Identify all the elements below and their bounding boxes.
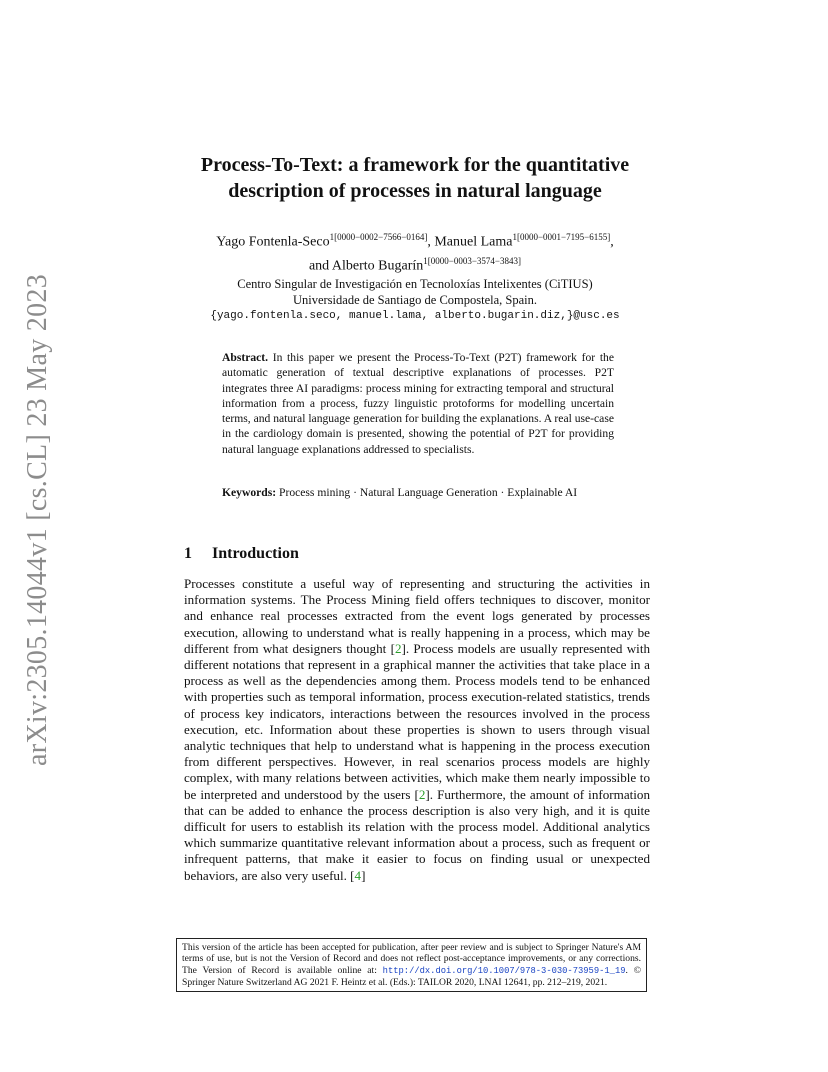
keywords-text: Process mining · Natural Language Generation · Explainable AI (279, 486, 578, 499)
doi-link[interactable]: http://dx.doi.org/10.1007/978-3-030-73959-1_19 (382, 965, 626, 976)
abstract-text: In this paper we present the Process-To-Text (P2T) framework for the automatic generation of textual descriptive explanations of processes. P2T integrates three AI paradigms: process mining for extracting temporal and structural information from a process, fuzzy linguistic protoforms for modelling uncertain terms, and natural language generation for building the explanations. A real use-case in the cardiology domain is presented, showing the potential of P2T for providing natural language explanations addressed to specialists. (222, 351, 614, 456)
intro-text-2: ]. Process models are usually represented with different notations that represent in a graphical manner the activities that take place in a process as well as the dependencies among them. Process models tend to be enhanced with properties such as temporal information, process execution-related statistics, trends of process key indicators, interactions between the resources involved in the process execution, etc. Information about these properties is shown to users through visual analytic techniques that help to understand what is happening in the process execution from different perspectives. However, in real scenarios process models are highly complex, with many relations between activities, which make them nearly impossible to be interpreted and understood by the users [ (184, 640, 651, 802)
author-2-name: Manuel Lama (434, 234, 513, 250)
intro-text-1: Processes constitute a useful way of representing and structuring the activities in information systems. The Process Mining field offers techniques to discover, monitor and enhance real processes extracted from the event logs generated by processes execution, allowing to understand what is really happening in a process, which may be different from what designers thought [ (184, 576, 650, 656)
author-3-name: and Alberto Bugarín (308, 258, 424, 274)
author-1-name: Yago Fontenla-Seco (216, 234, 330, 250)
paper-title (150, 152, 680, 204)
intro-paragraph (184, 576, 650, 884)
section-heading (184, 545, 299, 563)
notice-text-2: . © Springer Nature Switzerland AG 2021 F. Heintz et al. (Eds.): TAILOR 2020, LNAI 12641, pp. 212–219, 2021. (182, 964, 641, 988)
intro-text-4: ] (361, 867, 366, 883)
intro-text-3: ]. Furthermore, the amount of information that can be added to enhance the process description is also very high, and it is quite difficult for users to establish its relation with the process model. Additional analytics which summarize quantitative relevant information about a process, such as frequent or infrequent patterns, that make it easier to focus on finding usual or unexpected behaviors, are also very useful. [ (184, 786, 650, 883)
author-3-orcid: 1[0000−0003−3574−3843] (423, 255, 522, 266)
author-1-orcid: 1[0000−0002−7566−0164] (329, 232, 428, 242)
section-title: Introduction (212, 545, 299, 562)
abstract-label: Abstract. (222, 351, 269, 364)
citation-link-3[interactable]: 4 (354, 867, 362, 883)
keywords (222, 485, 614, 500)
title-line-1: Process-To-Text: a framework for the quantitative (200, 154, 630, 176)
author-2-orcid: 1[0000−0001−7195−6155] (512, 232, 611, 242)
section-number: 1 (184, 545, 192, 562)
arxiv-stamp-text: arXiv:2305.14044v1 [cs.CL] 23 May 2023 (22, 273, 53, 767)
abstract (222, 350, 614, 457)
author-list: Yago Fontenla-Seco$^{1[0000-0002-7566-0164]}$, Manuel Lama$^{1[0000-0001-7195-6155]}$, and Alberto Bugarín$^{1[0000-0003-3574-3843]}$ (216, 232, 614, 274)
citation-link-1[interactable]: 2 (394, 640, 402, 656)
title-line-2: description of processes in natural language (228, 180, 602, 202)
arxiv-stamp (18, 273, 58, 767)
keywords-label: Keywords: (222, 486, 277, 499)
citation-link-2[interactable]: 2 (418, 786, 426, 802)
notice-text-1: This version of the article has been accepted for publication, after peer review and is subject to Springer Nature's AM terms of use, but is not the Version of Record and does not reflect post-acceptance improvements, or any corrections. The Version of Record is available online at: (182, 942, 641, 976)
affiliation-line-1: Centro Singular de Investigación en Tecnoloxías Intelixentes (CiTIUS) (237, 277, 593, 291)
publication-notice (176, 938, 647, 992)
affiliation-line-2: Universidade de Santiago de Compostela, Spain. (292, 293, 538, 307)
affiliation (160, 276, 670, 324)
author-emails: {yago.fontenla.seco, manuel.lama, alberto.bugarin.diz,}@usc.es (210, 310, 620, 322)
